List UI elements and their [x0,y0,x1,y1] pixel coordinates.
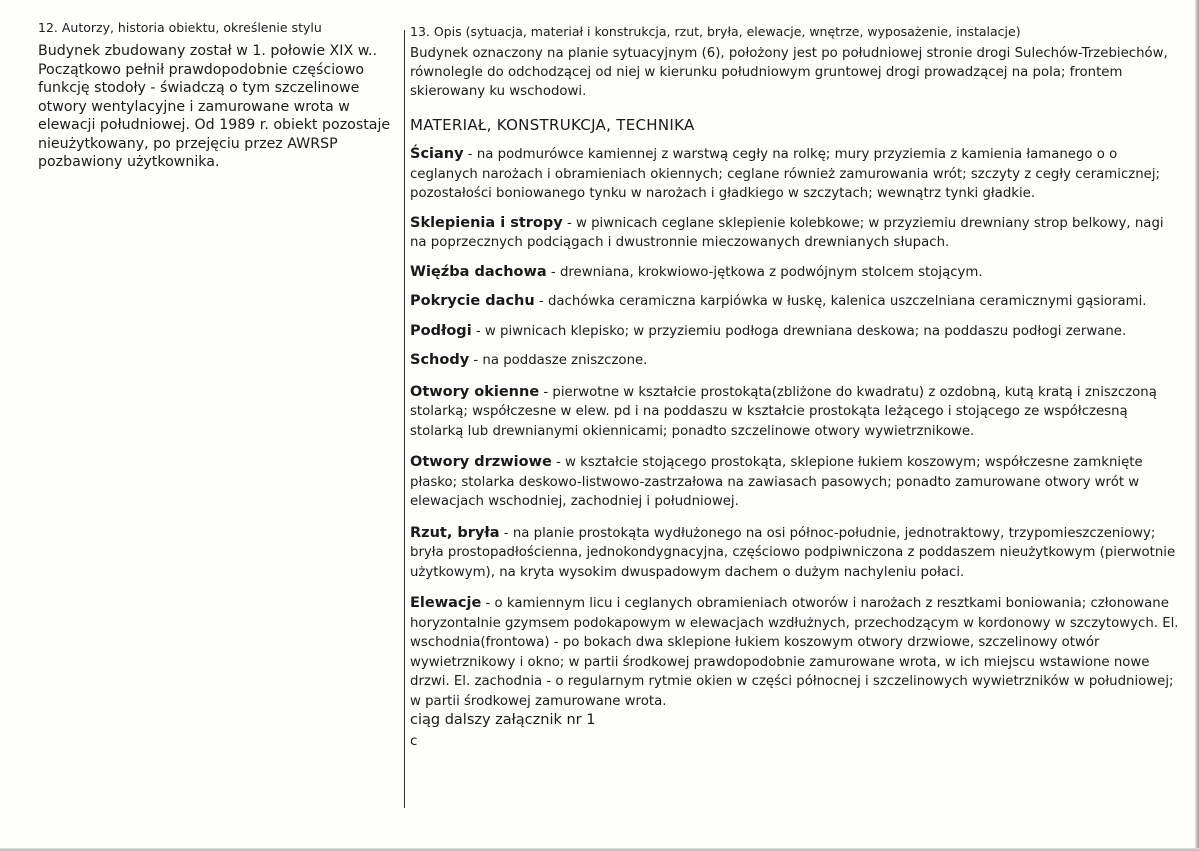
item-text: - pierwotne w kształcie prostokąta(zbliżone do kwadratu) z ozdobną, kutą kratą i zniszczoną stolarką; współczesne w elew. pd i na poddaszu w kształcie prostokąta leżącego i stojącego ze współczesną stolarką lub drewnianymi okiennicami; ponadto szczelinowe otwory wywietrznikowe. [410,384,1157,439]
item-text: - drewniana, krokwiowo-jętkowa z podwójnym stolcem stojącym. [546,264,983,280]
item-roof-truss [410,263,1182,283]
material-section-title: MATERIAŁ, KONSTRUKCJA, TECHNIKA [410,116,695,134]
item-floors [410,322,1182,342]
item-label: Otwory okienne [410,383,540,400]
item-text: - na podmurówce kamiennej z warstwą cegły na rolkę; mury przyziemia z kamienia łamanego o o ceglanych narożach i obramieniach okiennych; ceglane również zamurowania wrót; szczyty z cegły ceramicznej; pozostałości boniowanego tynku w narożach i gładkiego w szczytach; wewnątrz tynki gładkie. [410,147,1161,201]
item-windows [410,383,1182,442]
item-label: Pokrycie dachu [410,293,535,309]
item-stairs [410,351,1182,371]
item-elevations [410,594,1182,711]
item-label: Otwory drzwiowe [410,454,552,470]
continuation-note: ciąg dalszy załącznik nr 1 [410,712,596,728]
column-divider [404,30,405,808]
item-text: - w piwnicach ceglane sklepienie kolebkowe; w przyziemiu drewniany strop belkowy, nagi na poprzecznych podciągach i dwustronnie mieczowanych drewnianych słupach. [410,215,1164,250]
item-text: - o kamiennym licu i ceglanych obramieniach otworów i narożach z resztkami boniowania; członowane horyzontalnie gzymsem podokapowym w elewacjach wzdłużnych, przechodzącym w kordonowy w szczytowych. El. wschodnia(frontowa) - po bokach dwa sklepione łukiem koszowym otwory drzwiowe, szczelinowy otwór wywietrznikowy i okno; w partii środkowej prawdopodobnie zamurowane wrota, w ich miejscu wstawione nowe drzwi. El. zachodnia - o regularnym rytmie okien w części północnej i szczelinowych wywietrzników w południowej; w partii środkowej zamurowane wrota. [410,596,1179,709]
item-label: Schody [410,352,470,368]
item-label: Podłogi [410,322,472,339]
item-doors [410,453,1182,512]
item-label: Rzut, bryła [410,524,500,541]
history-body: Budynek zbudowany został w 1. połowie XIX w.. Początkowo pełnił prawdopodobnie częściowo funkcję stodoły - świadczą o tym szczelinowe otwory wentylacyjne i zamurowane wrota w elewacji południowej. Od 1989 r. obiekt pozostaje nieużytkowany, po przejęciu przez AWRSP pozbawiony użytkownika. [38,43,391,170]
item-label: Elewacje [410,595,482,611]
description-heading: 13. Opis (sytuacja, materiał i konstrukcja, rzut, bryła, elewacje, wnętrze, wyposażenie, instalacje) [410,24,1021,39]
item-label: Więźba dachowa [410,263,547,280]
item-label: Ściany [410,146,464,162]
item-walls [410,145,1182,204]
item-roof-covering [410,292,1182,312]
item-text: - w piwnicach klepisko; w przyziemiu podłoga drewniana deskowa; na poddaszu podłogi zerwane. [471,323,1127,339]
history-heading: 12. Autorzy, historia obiektu, określenie stylu [38,20,322,35]
item-vaults-ceilings [410,214,1182,253]
description-intro: Budynek oznaczony na planie sytuacyjnym (6), położony jest po południowej stronie drogi Sulechów-Trzebiechów, równolegle do odchodzącej od niej w kierunku południowym gruntowej drogi prowadzącej na pola; frontem skierowany ku wschodowi. [410,46,1168,99]
item-text: - dachówka ceramiczna karpiówka w łuskę, kalenica uszczelniana ceramicznymi gąsiorami. [534,294,1147,309]
item-text: - w kształcie stojącego prostokąta, sklepione łukiem koszowym; współczesne zamknięte płasko; stolarka deskowo-listwowo-zastrzałowa na zawiasach pasowych; ponadto zamurowane otwory wrót w elewacjach wschodniej, zachodniej i południowej. [410,455,1143,509]
item-text: - na poddasze zniszczone. [469,353,648,368]
description-section [410,24,1182,750]
item-plan-mass [410,524,1182,583]
item-label: Sklepienia i stropy [410,214,563,231]
history-section [38,20,400,172]
tail-mark: c [410,733,418,749]
scan-edge-right [1195,0,1199,851]
item-text: - na planie prostokąta wydłużonego na osi północ-południe, jednotraktowy, trzypomieszczeniowy; bryła prostopadłościenna, jednokondygnacyjna, częściowo podpiwniczona z poddaszem nieużytkowym (pierwotnie użytkowym), na kryta wysokim dwuspadowym dachem o dużym nachyleniu połaci. [410,525,1176,580]
